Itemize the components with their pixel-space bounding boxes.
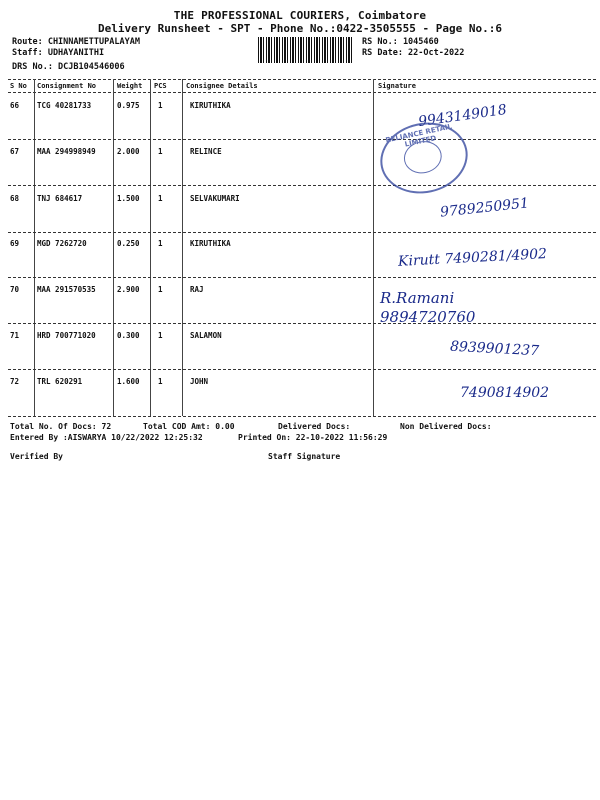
cell-sno: 67: [10, 147, 20, 156]
cell-weight: 0.975: [117, 101, 140, 110]
cell-consignee: JOHN: [190, 377, 209, 386]
table-header-rule: [8, 92, 596, 93]
drs-number: DRS No.: DCJB104546006: [12, 62, 125, 72]
delivered-docs: Delivered Docs:: [278, 422, 351, 431]
cell-consignee: KIRUTHIKA: [190, 101, 231, 110]
verified-by: Verified By: [10, 452, 63, 461]
cell-weight: 1.600: [117, 377, 140, 386]
non-delivered-docs: Non Delivered Docs:: [400, 422, 492, 431]
cell-sno: 71: [10, 331, 20, 340]
printed-on: Printed On: 22-10-2022 11:56:29: [238, 433, 388, 442]
cell-sno: 68: [10, 194, 20, 203]
row-rule: [8, 185, 596, 186]
rs-number: RS No.: 1045460: [362, 37, 439, 47]
cell-weight: 2.900: [117, 285, 140, 294]
cell-consignee: RAJ: [190, 285, 204, 294]
signature-66: 9943149018: [417, 101, 508, 131]
cell-consignee: SALAMON: [190, 331, 222, 340]
row-rule: [8, 139, 596, 140]
cell-consignee: KIRUTHIKA: [190, 239, 231, 248]
cell-sno: 66: [10, 101, 20, 110]
header-consignee: Consignee Details: [186, 82, 258, 90]
cell-pcs: 1: [158, 101, 163, 110]
company-stamp: [374, 115, 475, 202]
cell-pcs: 1: [158, 147, 163, 156]
rs-date: RS Date: 22-Oct-2022: [362, 48, 465, 58]
total-cod-amount: Total COD Amt: 0.00: [143, 422, 235, 431]
table-row: [0, 331, 600, 341]
cell-consignment: MGD 7262720: [37, 239, 87, 248]
cell-pcs: 1: [158, 377, 163, 386]
cell-weight: 2.000: [117, 147, 140, 156]
cell-pcs: 1: [158, 194, 163, 203]
table-row: [0, 147, 600, 157]
signature-72: 7490814902: [460, 385, 550, 401]
signature-71: 8939901237: [449, 338, 540, 360]
table-bottom-rule: [8, 416, 596, 417]
signature-70: R.Ramani 9894720760: [380, 289, 476, 326]
total-docs: Total No. Of Docs: 72: [10, 422, 112, 431]
row-rule: [8, 277, 596, 278]
staff-label: Staff: UDHAYANITHI: [12, 48, 105, 58]
row-rule: [8, 232, 596, 233]
cell-weight: 0.300: [117, 331, 140, 340]
row-rule: [8, 369, 596, 370]
header-weight: Weight: [117, 82, 143, 90]
cell-sno: 69: [10, 239, 20, 248]
header-sno: S No: [10, 82, 27, 90]
page-title: THE PROFESSIONAL COURIERS, Coimbatore: [173, 9, 427, 22]
route-label: Route: CHINNAMETTUPALAYAM: [12, 37, 140, 47]
header-consignment: Consignment No: [37, 82, 97, 90]
signature-68: 9789250951: [439, 195, 530, 221]
cell-consignment: HRD 700771020: [37, 331, 96, 340]
barcode: [258, 37, 354, 63]
cell-sno: 70: [10, 285, 20, 294]
cell-consignment: MAA 294998949: [37, 147, 96, 156]
stamp-text: RELIANCE RETAIL LIMITED: [384, 122, 453, 149]
signature-69: Kirutt 7490281/4902: [397, 246, 548, 270]
table-top-rule: [8, 79, 596, 80]
runsheet-subtitle: Delivery Runsheet - SPT - Phone No.:0422-3505555 - Page No.:6: [98, 22, 502, 35]
cell-consignment: TCG 40281733: [37, 101, 92, 110]
cell-consignee: SELVAKUMARI: [190, 194, 240, 203]
entered-by: Entered By :AISWARYA 10/22/2022 12:25:32: [10, 433, 203, 442]
header-signature: Signature: [378, 82, 416, 90]
cell-pcs: 1: [158, 331, 163, 340]
cell-pcs: 1: [158, 239, 163, 248]
cell-sno: 72: [10, 377, 20, 386]
cell-weight: 1.500: [117, 194, 140, 203]
cell-consignment: TRL 620291: [37, 377, 83, 386]
staff-signature: Staff Signature: [268, 452, 341, 461]
cell-weight: 0.250: [117, 239, 140, 248]
cell-consignment: TNJ 684617: [37, 194, 83, 203]
table-row: [0, 101, 600, 111]
cell-consignment: MAA 291570535: [37, 285, 96, 294]
cell-consignee: RELINCE: [190, 147, 222, 156]
cell-pcs: 1: [158, 285, 163, 294]
header-pcs: PCS: [154, 82, 167, 90]
